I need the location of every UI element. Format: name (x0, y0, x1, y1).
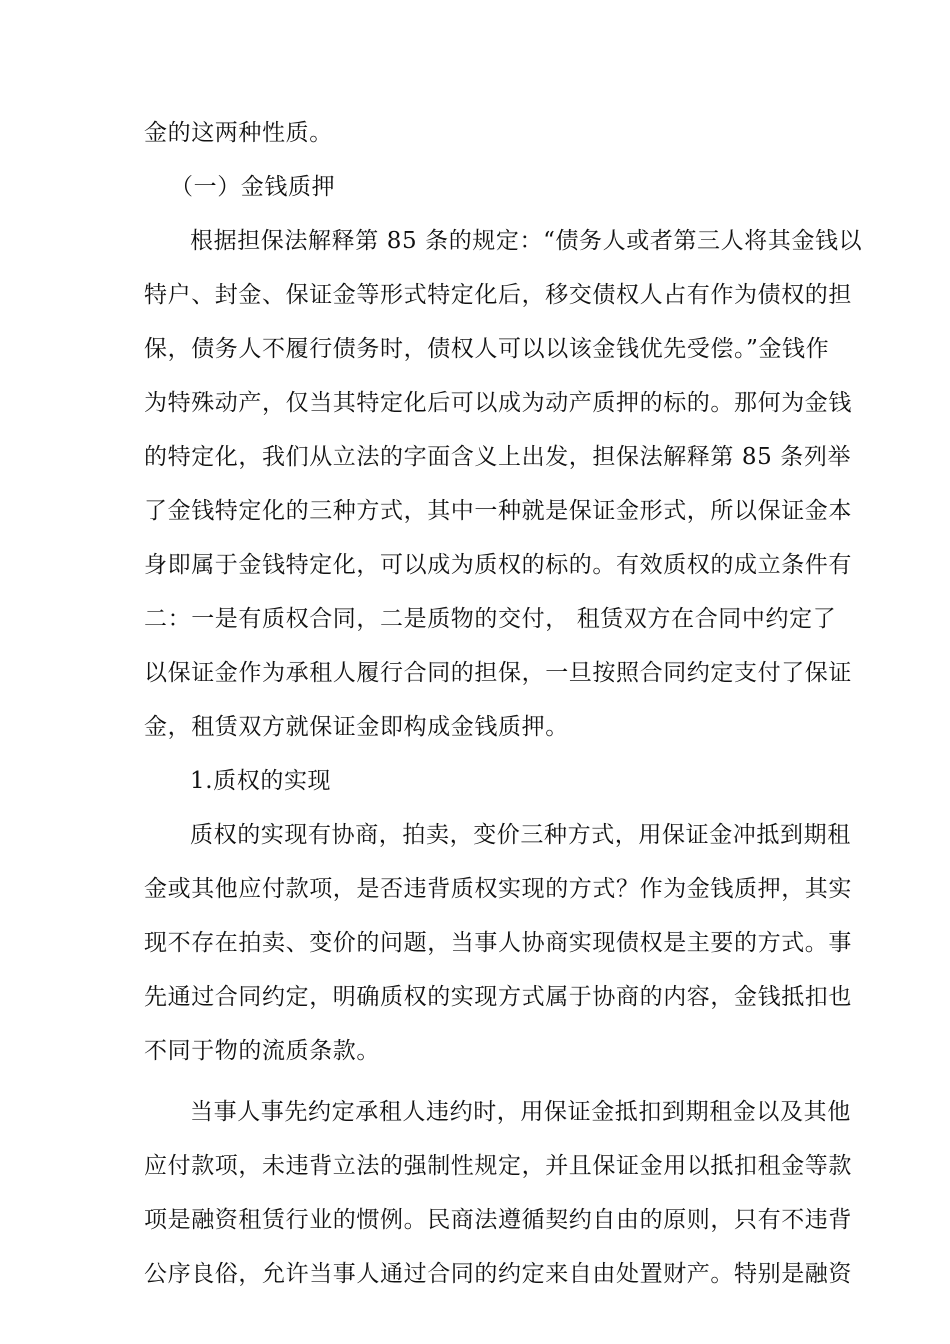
paragraph-line: 特户、封金、保证金等形式特定化后，移交债权人占有作为债权的担 (144, 282, 852, 308)
paragraph-line: 以保证金作为承租人履行合同的担保，一旦按照合同约定支付了保证 (144, 660, 852, 686)
paragraph-line: 先通过合同约定，明确质权的实现方式属于协商的内容，金钱抵扣也 (144, 984, 852, 1010)
paragraph-line: 的特定化，我们从立法的字面含义上出发，担保法解释第 85 条列举 (144, 444, 852, 470)
paragraph-line: 项是融资租赁行业的惯例。民商法遵循契约自由的原则，只有不违背 (144, 1207, 852, 1233)
section-heading-money-pledge: （一）金钱质押 (170, 174, 336, 200)
paragraph-line: 保，债务人不履行债务时，债权人可以以该金钱优先受偿。”金钱作 (144, 336, 830, 362)
paragraph-line: 金或其他应付款项，是否违背质权实现的方式？作为金钱质押，其实 (144, 876, 852, 902)
paragraph-line: 质权的实现有协商，拍卖，变价三种方式，用保证金冲抵到期租 (190, 822, 851, 848)
paragraph-line: 身即属于金钱特定化，可以成为质权的标的。有效质权的成立条件有 (144, 552, 852, 578)
paragraph-line: 为特殊动产，仅当其特定化后可以成为动产质押的标的。那何为金钱 (144, 390, 852, 416)
paragraph-line: 公序良俗，允许当事人通过合同的约定来自由处置财产。特别是融资 (144, 1261, 852, 1287)
paragraph-line: 不同于物的流质条款。 (144, 1038, 380, 1064)
paragraph-line: 现不存在拍卖、变价的问题，当事人协商实现债权是主要的方式。事 (144, 930, 852, 956)
paragraph-line: 了金钱特定化的三种方式，其中一种就是保证金形式，所以保证金本 (144, 498, 852, 524)
subsection-heading-pledge-realization: 1.质权的实现 (190, 768, 332, 794)
paragraph-line: 应付款项，未违背立法的强制性规定，并且保证金用以抵扣租金等款 (144, 1153, 852, 1179)
paragraph-line: 根据担保法解释第 85 条的规定：“债务人或者第三人将其金钱以 (190, 228, 863, 254)
paragraph-line: 金，租赁双方就保证金即构成金钱质押。 (144, 714, 569, 740)
paragraph-line: 二：一是有质权合同，二是质物的交付， 租赁双方在合同中约定了 (144, 606, 837, 632)
paragraph-continuation: 金的这两种性质。 (144, 120, 333, 146)
paragraph-line: 当事人事先约定承租人违约时，用保证金抵扣到期租金以及其他 (190, 1099, 851, 1125)
